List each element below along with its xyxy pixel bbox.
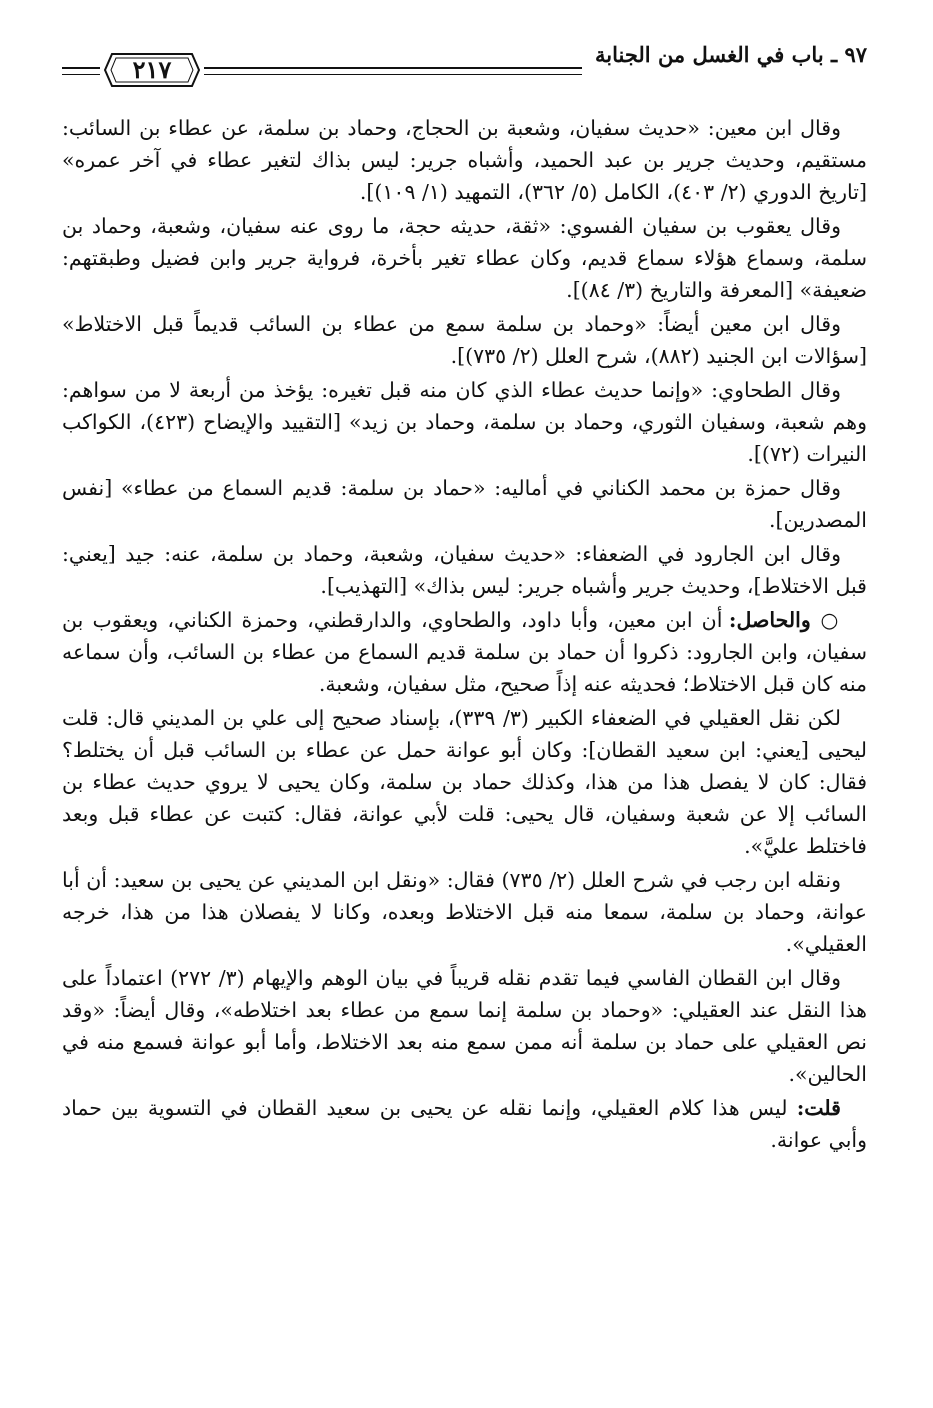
paragraph	[62, 702, 867, 862]
paragraph	[62, 604, 867, 700]
paragraph-text: وقال الطحاوي: «وإنما حديث عطاء الذي كان منه قبل تغيره: يؤخذ من أربعة لا من سواهم: وهم شعبة، وسفيان الثوري، وحماد بن سلمة، وحماد بن زيد» [التقييد والإيضاح (٤٢٣)، الكواكب النيرات (٧٢)].	[62, 378, 867, 466]
chapter-title: ٩٧ ـ باب في الغسل من الجنابة	[595, 42, 867, 67]
page-number-badge	[102, 50, 202, 90]
paragraph	[62, 962, 867, 1090]
paragraph-text: لكن نقل العقيلي في الضعفاء الكبير (٣/ ٣٣٩)، بإسناد صحيح إلى علي بن المديني قال: قلت ليحيى [يعني: ابن سعيد القطان]: وكان أبو عوانة حمل عن عطاء بن السائب قبل أن يختلط؟ فقال: كان لا يفصل هذا من هذا، وكذلك حماد بن سلمة، وكان يحيى لا يروي حديث عطاء بن السائب إلا عن شعبة وسفيان، قال يحيى: قلت لأبي عوانة، فقال: كتبت عن عطاء قبل وبعد فاختلط عليَّ».	[62, 706, 867, 858]
paragraph-lead: ○ والحاصل:	[728, 608, 841, 632]
paragraph-lead: قلت:	[796, 1096, 841, 1120]
paragraph	[62, 472, 867, 536]
paragraph-text: وقال ابن الجارود في الضعفاء: «حديث سفيان، وشعبة، وحماد بن سلمة، عنه: جيد [يعني: قبل الاختلاط]، وحديث جرير وأشباه جرير: ليس بذاك» [التهذيب].	[62, 542, 867, 598]
paragraph-text: وقال ابن معين: «حديث سفيان، وشعبة بن الحجاج، وحماد بن سلمة، عن عطاء بن السائب: مستقيم، وحديث جرير بن عبد الحميد، وأشباه جرير: ليس بذاك لتغير عطاء في آخر عمره» [تاريخ الدوري (٢/ ٤٠٣)، الكامل (٥/ ٣٦٢)، التمهيد (١/ ١٠٩)].	[62, 116, 867, 204]
paragraph-text: ونقله ابن رجب في شرح العلل (٢/ ٧٣٥) فقال: «ونقل ابن المديني عن يحيى بن سعيد: أن أبا عوانة، وحماد بن سلمة، سمعا منه قبل الاختلاط وبعده، وكانا لا يفصلان هذا من هذا، خرجه العقيلي».	[62, 868, 867, 956]
page-number: ٢١٧	[132, 55, 172, 84]
paragraph-text: ليس هذا كلام العقيلي، وإنما نقله عن يحيى بن سعيد القطان في التسوية بين حماد وأبي عوانة.	[62, 1096, 867, 1152]
paragraph-text: وقال ابن القطان الفاسي فيما تقدم نقله قريباً في بيان الوهم والإيهام (٣/ ٢٧٢) اعتماداً على هذا النقل عند العقيلي: «وحماد بن سلمة إنما سمع من عطاء بعد اختلاطه»، وقال أيضاً: «وقد نص العقيلي على حماد بن سلمة أنه ممن سمع منه بعد الاختلاط، وأما أبو عوانة فسمع منه في الحالين».	[62, 966, 867, 1086]
paragraph-text: وقال يعقوب بن سفيان الفسوي: «ثقة، حديثه حجة، ما روى عنه سفيان، وشعبة، وحماد بن سلمة، وسماع هؤلاء سماع قديم، وكان عطاء تغير بأخرة، فرواية جرير وابن فضيل وطبقتهم: ضعيفة» [المعرفة والتاريخ (٣/ ٨٤)].	[62, 214, 867, 302]
header-rule	[204, 67, 582, 75]
paragraph	[62, 538, 867, 602]
paragraph	[62, 112, 867, 208]
paragraph-text: أن ابن معين، وأبا داود، والطحاوي، والدارقطني، وحمزة الكناني، ويعقوب بن سفيان، وابن الجارود: ذكروا أن حماد بن سلمة قديم السماع من عطاء بن السائب، وأن سماعه منه كان قبل الاختلاط؛ فحديثه عنه إذاً صحيح، مثل سفيان، وشعبة.	[62, 608, 867, 696]
paragraph	[62, 210, 867, 306]
paragraph	[62, 308, 867, 372]
paragraph-text: وقال ابن معين أيضاً: «وحماد بن سلمة سمع من عطاء بن السائب قديماً قبل الاختلاط» [سؤالات ابن الجنيد (٨٨٢)، شرح العلل (٢/ ٧٣٥)].	[62, 312, 867, 368]
paragraph	[62, 1092, 867, 1156]
page-header	[62, 40, 867, 100]
paragraph-text: وقال حمزة بن محمد الكناني في أماليه: «حماد بن سلمة: قديم السماع من عطاء» [نفس المصدرين].	[62, 476, 867, 532]
header-rule-left	[62, 67, 100, 75]
paragraph	[62, 864, 867, 960]
body-text	[62, 112, 867, 1158]
paragraph	[62, 374, 867, 470]
